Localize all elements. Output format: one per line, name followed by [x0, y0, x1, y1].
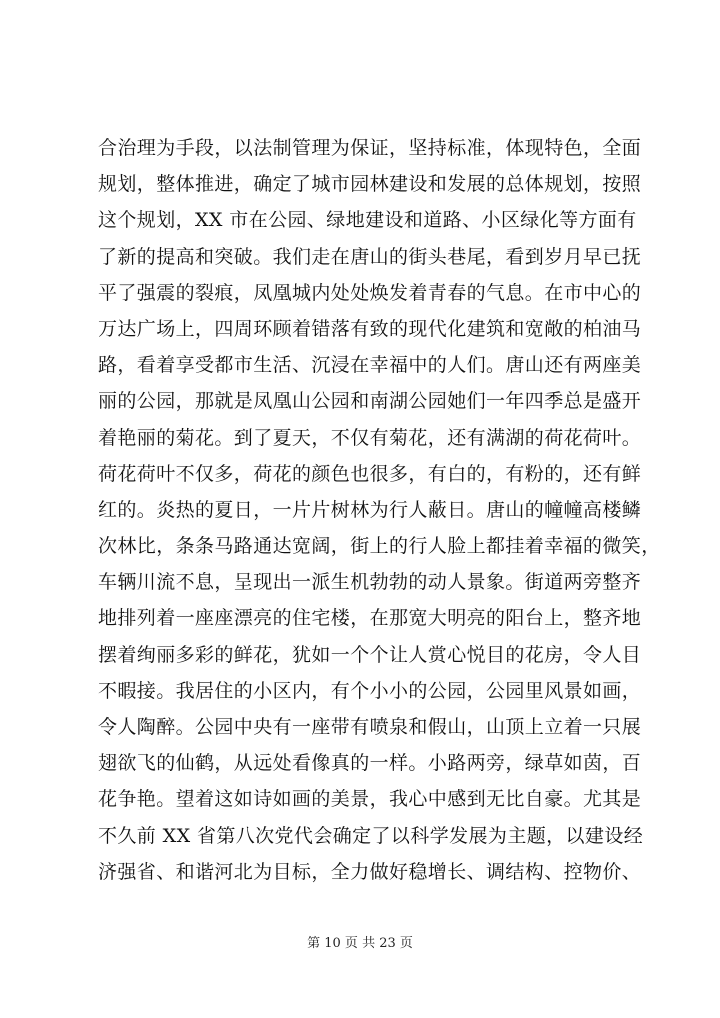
text-line: 丽的公园，那就是凤凰山公园和南湖公园她们一年四季总是盛开 — [98, 390, 642, 413]
text-line: 规划，整体推进，确定了城市园林建设和发展的总体规划，按照 — [98, 173, 642, 196]
text-line: 这个规划，XX 市在公园、绿地建设和道路、小区绿化等方面有 — [98, 209, 637, 232]
text-line: 着艳丽的菊花。到了夏天，不仅有菊花，还有满湖的荷花荷叶。 — [98, 426, 642, 449]
text-line: 红的。炎热的夏日，一片片树林为行人蔽日。唐山的幢幢高楼鳞 — [98, 498, 642, 521]
text-line: 地排列着一座座漂亮的住宅楼，在那宽大明亮的阳台上，整齐地 — [98, 607, 642, 630]
text-line: 合治理为手段，以法制管理为保证，坚持标准，体现特色，全面 — [98, 137, 642, 159]
text-line: 荷花荷叶不仅多，荷花的颜色也很多，有白的，有粉的，还有鲜 — [98, 462, 642, 485]
text-line: 不暇接。我居住的小区内，有个小小的公园，公园里风景如画， — [98, 679, 642, 702]
text-line: 翅欲飞的仙鹤，从远处看像真的一样。小路两旁，绿草如茵，百 — [98, 752, 642, 775]
text-line: 万达广场上，四周环顾着错落有致的现代化建筑和宽敞的柏油马 — [98, 317, 642, 340]
text-line: 花争艳。望着这如诗如画的美景，我心中感到无比自豪。尤其是 — [98, 788, 642, 811]
text-line: 济强省、和谐河北为目标，全力做好稳增长、调结构、控物价、 — [98, 860, 642, 883]
text-line: 了新的提高和突破。我们走在唐山的街头巷尾，看到岁月早已抚 — [98, 245, 642, 268]
text-line: 路，看着享受都市生活、沉浸在幸福中的人们。唐山还有两座美 — [98, 354, 642, 377]
text-line: 平了强震的裂痕，凤凰城内处处焕发着青春的气息。在市中心的 — [98, 281, 642, 304]
page-number-label: 第 10 页 共 23 页 — [307, 936, 413, 951]
text-line: 不久前 XX 省第八次党代会确定了以科学发展为主题，以建设经 — [98, 824, 644, 847]
text-line: 令人陶醉。公园中央有一座带有喷泉和假山，山顶上立着一只展 — [98, 716, 642, 738]
text-line: 摆着绚丽多彩的鲜花，犹如一个个让人赏心悦目的花房，令人目 — [98, 643, 642, 666]
text-line: 次林比，条条马路通达宽阔，街上的行人脸上都挂着幸福的微笑， — [98, 535, 661, 558]
page-footer — [0, 932, 720, 951]
body-text — [98, 130, 661, 890]
text-line: 车辆川流不息，呈现出一派生机勃勃的动人景象。街道两旁整齐 — [98, 571, 642, 594]
